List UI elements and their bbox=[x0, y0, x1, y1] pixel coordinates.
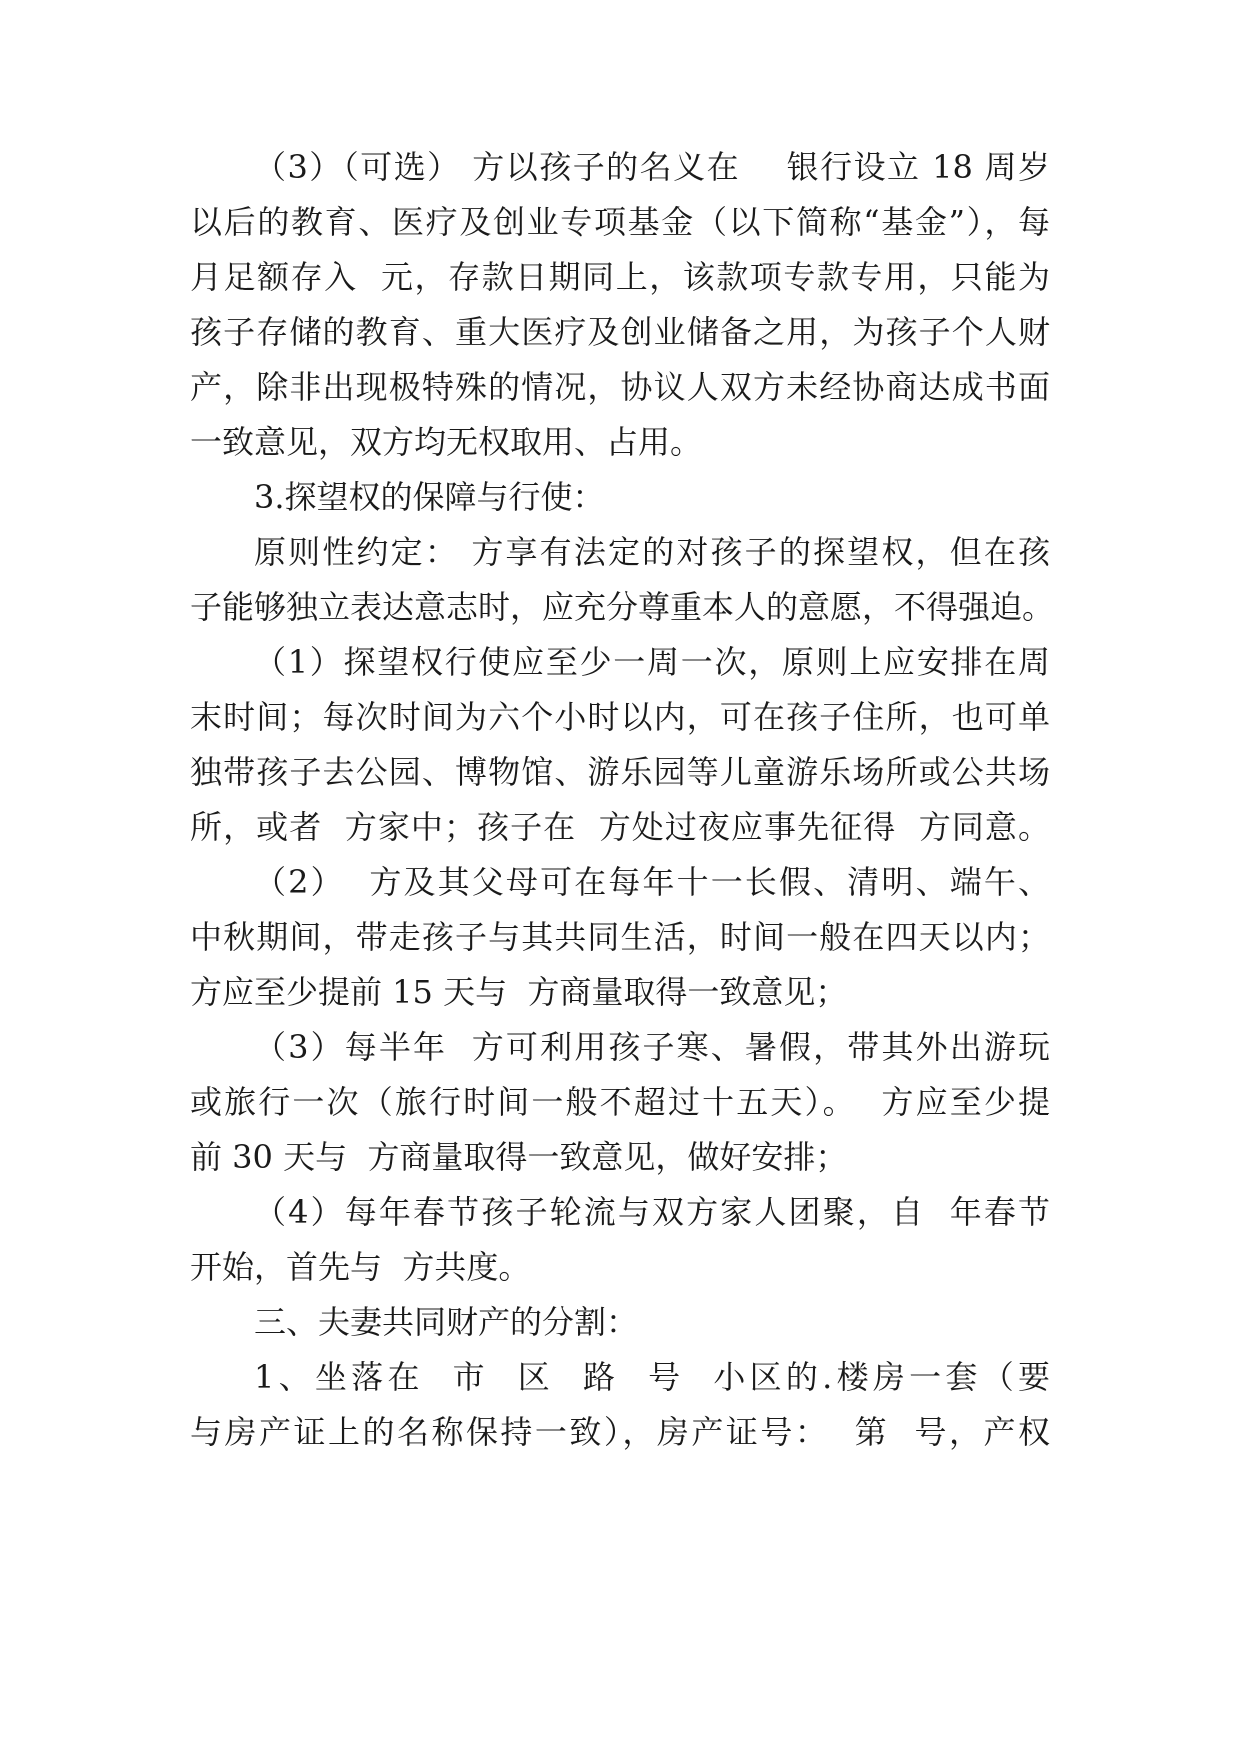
text-line: 一致意见，双方均无权取用、占用。 bbox=[190, 423, 703, 461]
text-line: 开始，首先与 方共度。 bbox=[190, 1248, 531, 1286]
text-line: 产，除非出现极特殊的情况，协议人双方未经协商达成书面 bbox=[190, 368, 1050, 406]
text-line: 与房产证上的名称保持一致），房产证号： 第 号，产权 bbox=[190, 1413, 1050, 1451]
text-line: 末时间；每次时间为六个小时以内，可在孩子住所，也可单 bbox=[190, 698, 1050, 736]
text-line: （1）探望权行使应至少一周一次，原则上应安排在周 bbox=[254, 643, 1050, 681]
text-line: 原则性约定： 方享有法定的对孩子的探望权，但在孩 bbox=[254, 533, 1050, 571]
text-line: 方应至少提前 15 天与 方商量取得一致意见； bbox=[190, 973, 848, 1011]
text-line: 独带孩子去公园、博物馆、游乐园等儿童游乐场所或公共场 bbox=[190, 753, 1050, 791]
text-line: 所，或者 方家中；孩子在 方处过夜应事先征得 方同意。 bbox=[190, 808, 1050, 846]
text-line: （2） 方及其父母可在每年十一长假、清明、端午、 bbox=[254, 863, 1050, 901]
text-line: 孩子存储的教育、重大医疗及创业储备之用，为孩子个人财 bbox=[190, 313, 1050, 351]
text-line: （4）每年春节孩子轮流与双方家人团聚，自 年春节 bbox=[254, 1193, 1050, 1231]
text-line: 月足额存入 元，存款日期同上，该款项专款专用，只能为 bbox=[190, 258, 1050, 296]
section-heading: 三、夫妻共同财产的分割： bbox=[254, 1303, 639, 1341]
text-line: 前 30 天与 方商量取得一致意见，做好安排； bbox=[190, 1138, 848, 1176]
text-line: （3）每半年 方可利用孩子寒、暑假，带其外出游玩 bbox=[254, 1028, 1050, 1066]
text-line: 或旅行一次（旅行时间一般不超过十五天）。 方应至少提 bbox=[190, 1083, 1050, 1121]
text-line: 1、坐落在 市 区 路 号 小区的.楼房一套（要 bbox=[254, 1358, 1050, 1396]
text-line: 以后的教育、医疗及创业专项基金（以下简称“基金”），每 bbox=[190, 203, 1050, 241]
text-line: 中秋期间，带走孩子与其共同生活，时间一般在四天以内； bbox=[190, 918, 1050, 956]
text-line: （3）（可选） 方以孩子的名义在 银行设立 18 周岁 bbox=[254, 148, 1050, 186]
section-heading: 3.探望权的保障与行使： bbox=[254, 478, 605, 516]
text-line: 子能够独立表达意志时，应充分尊重本人的意愿，不得强迫。 bbox=[190, 588, 1055, 626]
